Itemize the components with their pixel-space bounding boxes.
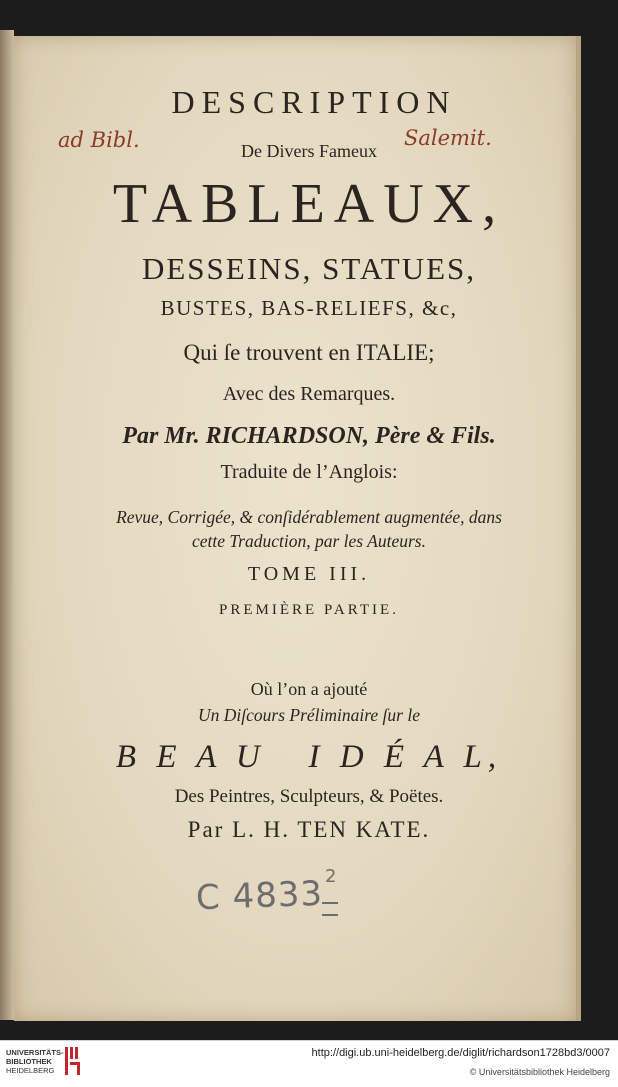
title-par-ten-kate: Par L. H. TEN KATE. — [187, 817, 431, 842]
title-tableaux: TABLEAUX, — [112, 173, 506, 235]
title-cette-traduction: cette Traduction, par les Auteurs. — [192, 531, 426, 551]
title-bustes: BUSTES, BAS-RELIEFS, &c, — [160, 296, 458, 320]
library-logo-text — [6, 1048, 64, 1075]
logo-line-1: UNIVERSITÄTS- — [6, 1048, 64, 1057]
title-ou-lon-a-ajoute: Où l’on a ajouté — [250, 679, 368, 699]
title-author: Par Mr. RICHARDSON, Père & Fils. — [122, 423, 496, 449]
title-tome: TOME III. — [247, 563, 371, 585]
pencil-shelfmark-superscript: 2 — [325, 866, 337, 887]
permalink-url[interactable]: http://digi.ub.uni-heidelberg.de/diglit/richardson1728bd3/0007 — [311, 1047, 610, 1059]
pencil-underline — [322, 902, 338, 916]
title-un-discours: Un Diſcours Préliminaire ſur le — [198, 705, 420, 725]
title-de-divers-fameux: De Divers Fameux — [241, 141, 377, 161]
title-qui-se-trouvent: Qui ſe trouvent en ITALIE; — [183, 340, 435, 365]
title-avec-des-remarques: Avec des Remarques. — [222, 383, 396, 405]
pencil-shelfmark-text: C 4833 — [195, 873, 324, 919]
copyright-notice: © Universitätsbibliothek Heidelberg — [469, 1067, 610, 1077]
logo-line-2: BIBLIOTHEK — [6, 1057, 52, 1066]
title-description: DESCRIPTION — [171, 84, 457, 120]
ink-annotation-right: Salemit. — [404, 126, 492, 150]
title-beau-ideal: B E A U I D É A L, — [115, 739, 503, 775]
title-premiere-partie: PREMIÈRE PARTIE. — [219, 602, 399, 618]
logo-line-3: HEIDELBERG — [6, 1066, 55, 1075]
pencil-shelfmark — [195, 874, 323, 918]
title-traduite: Traduite de l’Anglois: — [220, 461, 398, 483]
ink-annotation-left: ad Bibl. — [58, 128, 140, 152]
library-logo-icon — [64, 1045, 82, 1077]
title-revue: Revue, Corrigée, & conſidérablement augmentée, dans — [116, 507, 502, 527]
title-des-peintres: Des Peintres, Sculpteurs, & Poëtes. — [174, 786, 444, 807]
title-desseins-statues: DESSEINS, STATUES, — [141, 251, 477, 286]
